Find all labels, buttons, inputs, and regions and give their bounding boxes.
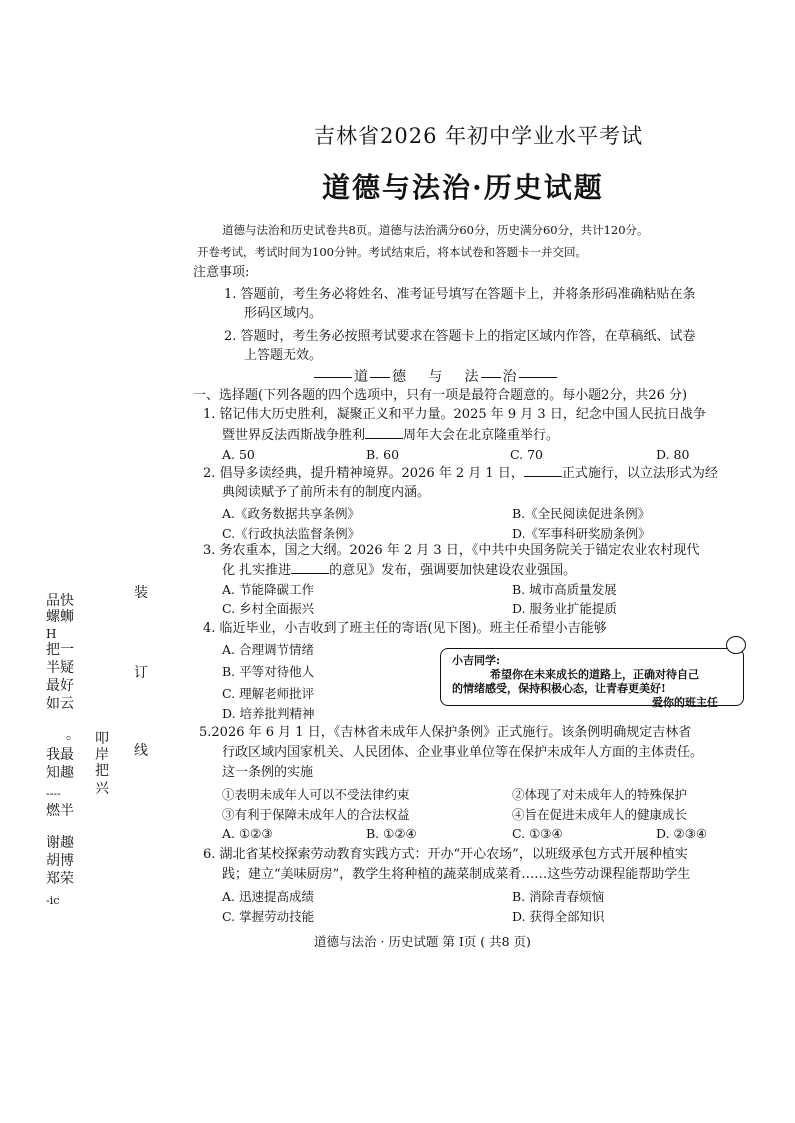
q6-stem-cont: 践；建立“美味厨房”，教学生将种植的蔬菜制成菜肴……这些劳动课程能帮助学生 — [222, 867, 691, 882]
sidebar-text: 如云 — [46, 696, 74, 712]
sidebar-text: 。 — [66, 727, 80, 743]
q5-option-d: D. ②③④ — [656, 826, 708, 841]
binding-mark-xian: 线 — [134, 743, 148, 759]
intro-line-2: 开卷考试，考试时间为100分钟。考试结束后，将本试卷和答题卡一并交回。 — [197, 245, 587, 259]
sidebar-text: ---- — [46, 787, 61, 800]
speech-bubble-icon — [726, 636, 746, 654]
q5-statement-2: ②体现了对未成年人的特殊保护 — [512, 787, 688, 802]
q4-option-b: B. 平等对待他人 — [222, 664, 315, 679]
sidebar-text: 把 — [95, 763, 109, 779]
q5-statement-1: ①表明未成年人可以不受法律约束 — [222, 787, 410, 802]
q2-option-a: A.《政务数据共享条例》 — [222, 506, 361, 521]
q6-stem: 6. 湖北省某校探索劳动教育实践方式：开办“开心农场”，以班级承包方式开展种植实 — [203, 847, 688, 862]
q1-stem-part: 周年大会在北京隆重举行。 — [403, 428, 560, 443]
q2-stem — [203, 464, 718, 483]
q5-stem: 5.2026 年 6 月 1 日，《吉林省未成年人保护条例》正式施行。该条例明确规定吉林省 — [199, 725, 692, 740]
q2-option-d: D.《军事科研奖励条例》 — [512, 526, 651, 541]
sidebar-text: 胡博 — [46, 853, 74, 869]
q6-option-a: A. 迅速提高成绩 — [222, 889, 314, 904]
q2-stem-part: 2. 倡导多读经典，提升精神境界。2026 年 2 月 1 日， — [203, 466, 524, 481]
part1-heading: 一、选择题(下列各题的四个选项中，只有一项是最符合题意的。每小题2分，共26 分) — [193, 388, 688, 403]
section-char: 与 — [428, 369, 443, 385]
q1-option-a: A. 50 — [222, 447, 255, 462]
q5-statement-3: ③有利于保障未成年人的合法权益 — [222, 807, 410, 822]
q6-option-c: C. 掌握劳动技能 — [222, 909, 315, 924]
section-heading — [312, 366, 559, 386]
section-char: 道 — [354, 369, 368, 385]
q1-option-d: D. 80 — [656, 447, 690, 462]
q5-stem-cont: 行政区域内国家机关、人民团体、企业事业单位等在保护未成年人方面的主体责任。 — [222, 745, 704, 760]
q2-stem-cont: 典阅读赋予了前所未有的制度内涵。 — [222, 485, 431, 500]
q1-stem: 1. 铭记伟大历史胜利，凝聚正义和平力量。2025 年 9 月 3 日，纪念中国人民抗日战争 — [203, 407, 706, 422]
q2-option-b: B.《全民阅读促进条例》 — [512, 506, 651, 521]
q4-option-d: D. 培养批判精神 — [222, 706, 315, 721]
notes-item-1: 1. 答题前，考生务必将姓名、准考证号填写在答题卡上，并将条形码准确粘贴在条 — [224, 287, 696, 302]
note-greeting: 小吉同学: — [452, 654, 501, 667]
q3-stem-cont — [222, 561, 576, 580]
sidebar-text: 我最 — [46, 747, 74, 763]
sidebar-text: 谢趣 — [46, 835, 74, 851]
sidebar-text: 郑荣 — [46, 871, 74, 887]
note-line-1: 希望你在未来成长的道路上，正确对待自己 — [490, 668, 699, 681]
notes-item-2: 2. 答题时，考生务必按照考试要求在答题卡上的指定区域内作答，在草稿纸、试卷 — [224, 329, 696, 344]
sidebar-text: 燃半 — [46, 803, 74, 819]
sidebar-text: 岸 — [95, 747, 109, 763]
section-char: 德 — [392, 369, 406, 385]
sidebar-text: 知趣 — [46, 765, 74, 781]
sidebar-text: 叩 — [95, 731, 109, 747]
q4-option-c: C. 理解老师批评 — [222, 686, 315, 701]
q3-stem: 3. 务农重本，国之大纲。2026 年 2 月 3 日，《中共中央国务院关于锚定农业农村现代 — [203, 543, 700, 558]
q4-stem: 4. 临近毕业，小吉收到了班主任的寄语(见下图)。班主任希望小吉能够 — [203, 621, 607, 636]
section-char: 治 — [502, 369, 517, 385]
q3-option-a: A. 节能降碳工作 — [222, 582, 314, 597]
q1-option-b: B. 60 — [366, 447, 400, 462]
sidebar-text: 把一 — [46, 642, 74, 658]
exam-subtitle: 道德与法治·历史试题 — [322, 171, 604, 204]
answer-blank — [524, 464, 562, 477]
exam-title: 吉林省2026 年初中学业水平考试 — [314, 124, 644, 148]
q3-stem-part: 化 扎实推进 — [222, 563, 292, 578]
q5-stem-cont-2: 这一条例的实施 — [222, 765, 314, 780]
sidebar-text: 兴 — [95, 781, 109, 797]
notes-heading: 注意事项: — [193, 265, 250, 280]
q5-option-c: C. ①③④ — [512, 826, 563, 841]
q5-statement-4: ④旨在促进未成年人的健康成长 — [512, 807, 688, 822]
sidebar-text: H — [46, 627, 57, 641]
answer-blank — [365, 426, 403, 439]
q1-stem-part: 暨世界反法西斯战争胜利 — [222, 428, 366, 443]
q3-option-c: C. 乡村全面振兴 — [222, 601, 315, 616]
q4-option-a: A. 合理调节情绪 — [222, 642, 314, 657]
notes-item-1-cont: 形码区域内。 — [244, 306, 323, 321]
q5-option-b: B. ①②④ — [366, 826, 417, 841]
answer-blank — [291, 561, 329, 574]
q1-stem-cont — [222, 426, 559, 445]
note-line-2: 的情绪感受，保持积极心态，让青春更美好! — [452, 682, 666, 695]
sidebar-text: 半疑 — [46, 660, 74, 676]
sidebar-text: -ic — [46, 894, 60, 907]
q6-option-b: B. 消除青春烦恼 — [512, 889, 605, 904]
binding-mark-zhuang: 装 — [134, 585, 148, 601]
q2-stem-part: 正式施行，以立法形式为经 — [561, 466, 718, 481]
q6-option-d: D. 获得全部知识 — [512, 909, 605, 924]
note-signature: 爱你的班主任 — [652, 696, 718, 709]
sidebar-text: 最好 — [46, 678, 74, 694]
binding-mark-ding: 订 — [134, 665, 148, 681]
page-footer: 道德与法治 · 历史试题 第 I页 ( 共8 页) — [314, 934, 531, 949]
q5-option-a: A. ①②③ — [222, 826, 273, 841]
q3-option-d: D. 服务业扩能提质 — [512, 601, 618, 616]
q3-stem-part: 的意见》发布，强调要加快建设农业强国。 — [329, 563, 577, 578]
q1-option-c: C. 70 — [510, 447, 543, 462]
notes-item-2-cont: 上答题无效。 — [244, 348, 323, 363]
sidebar-text: 螺蛳 — [46, 609, 74, 625]
sidebar-text: 品快 — [46, 593, 74, 609]
section-char: 法 — [464, 369, 479, 385]
q3-option-b: B. 城市高质量发展 — [512, 582, 617, 597]
intro-line-1: 道德与法治和历史试卷共8页。道德与法治满分60分，历史满分60分，共计120分。 — [222, 223, 649, 237]
q2-option-c: C.《行政执法监督条例》 — [222, 526, 361, 541]
